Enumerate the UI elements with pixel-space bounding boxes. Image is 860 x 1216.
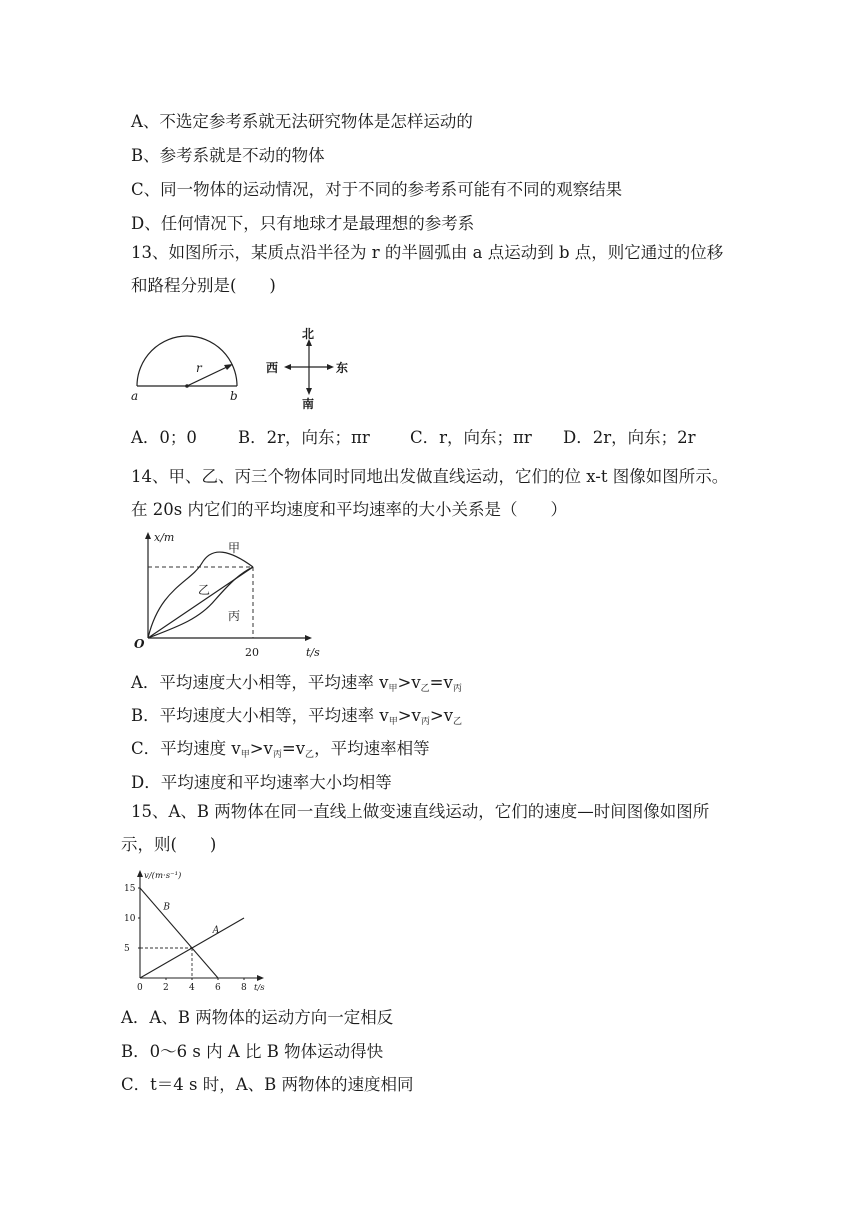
series-label-B: B <box>163 902 171 913</box>
label-a: a <box>131 389 139 403</box>
y-axis-label: v/(m·s⁻¹) <box>144 871 182 881</box>
arrow-west <box>284 364 291 370</box>
q13-option-d: D．2r，向东；2r <box>563 428 696 447</box>
label-jia: 甲 <box>228 541 241 555</box>
x-tick-label-4: 4 <box>189 983 195 993</box>
q13-option-c: C．r，向东；πr <box>410 428 532 447</box>
q13-option-a: A．0；0 <box>131 428 197 447</box>
label-tick-20: 20 <box>245 646 259 659</box>
x-axis-arrow <box>305 635 312 641</box>
q14-stem-line1: 14、甲、乙、丙三个物体同时同地出发做直线运动，它们的位 x-t 图像如图所示。 <box>131 467 729 486</box>
x-axis-label: t/s <box>254 983 265 993</box>
arrow-south <box>306 388 312 395</box>
q15-option-b: B．0～6 s 内 A 比 B 物体运动得快 <box>121 1042 384 1061</box>
label-east: 东 <box>336 361 349 375</box>
q13-option-b: B．2r，向东；πr <box>238 428 370 447</box>
y-tick-label-15: 15 <box>124 884 136 894</box>
q14-option-c: C．平均速度 $v_甲>v_丙=v_乙$，平均速率相等 <box>131 739 430 760</box>
semicircle-arc <box>137 336 237 386</box>
q12-option-c: C、同一物体的运动情况，对于不同的参考系可能有不同的观察结果 <box>131 180 623 199</box>
x-axis-arrow <box>257 975 264 981</box>
x-tick-label-6: 6 <box>215 983 221 993</box>
q15-option-c: C．t＝4 s 时，A、B 两物体的速度相同 <box>121 1075 414 1094</box>
q13-stem-line1: 13、如图所示，某质点沿半径为 r 的半圆弧由 a 点运动到 b 点，则它通过的位移 <box>131 243 724 262</box>
label-xlabel: t/s <box>306 646 320 659</box>
label-yi: 乙 <box>198 583 211 597</box>
q15-vt-chart <box>120 866 270 996</box>
q14-xt-graph <box>130 528 330 668</box>
x-tick-label-0: 0 <box>137 983 143 993</box>
q14-option-b: B．平均速度大小相等，平均速率 $v_甲>v_丙>v_乙$ <box>131 706 463 727</box>
label-bing: 丙 <box>228 609 241 623</box>
q14-stem-line2: 在 20s 内它们的平均速度和平均速率的大小关系是（ ） <box>131 500 567 519</box>
y-tick-label-5: 5 <box>124 944 130 954</box>
y-axis-arrow <box>137 870 143 877</box>
label-origin: O <box>134 637 145 651</box>
label-south: 南 <box>302 397 315 411</box>
radius-arrowhead <box>224 364 233 370</box>
q15-stem-line2: 示，则( ) <box>121 835 217 854</box>
label-ylabel: x/m <box>154 531 175 544</box>
q12-option-b: B、参考系就是不动的物体 <box>131 146 325 165</box>
label-west: 西 <box>266 361 279 375</box>
label-b: b <box>230 389 238 403</box>
y-axis-arrow <box>145 532 151 539</box>
q13-stem-line2: 和路程分别是( ) <box>131 276 276 295</box>
arrow-east <box>327 364 334 370</box>
q12-option-d: D、任何情况下，只有地球才是最理想的参考系 <box>131 214 475 233</box>
y-tick-label-10: 10 <box>124 914 136 924</box>
q15-option-a: A．A、B 两物体的运动方向一定相反 <box>121 1008 394 1027</box>
series-label-A: A <box>212 925 220 936</box>
q12-option-a: A、不选定参考系就无法研究物体是怎样运动的 <box>131 112 473 131</box>
series-line-B <box>140 888 218 978</box>
q14-option-a: A．平均速度大小相等，平均速率 $v_甲>v_乙=v_丙$ <box>131 673 462 694</box>
q14-option-d: D．平均速度和平均速率大小均相等 <box>131 773 392 792</box>
q15-stem-line1: 15、A、B 两物体在同一直线上做变速直线运动，它们的速度—时间图像如图所 <box>131 802 710 821</box>
label-r: r <box>196 361 202 375</box>
radius-arrow <box>187 366 229 386</box>
x-tick-label-2: 2 <box>163 983 169 993</box>
q13-semicircle-figure <box>125 327 365 411</box>
x-tick-label-8: 8 <box>241 983 247 993</box>
label-north: 北 <box>302 327 315 341</box>
